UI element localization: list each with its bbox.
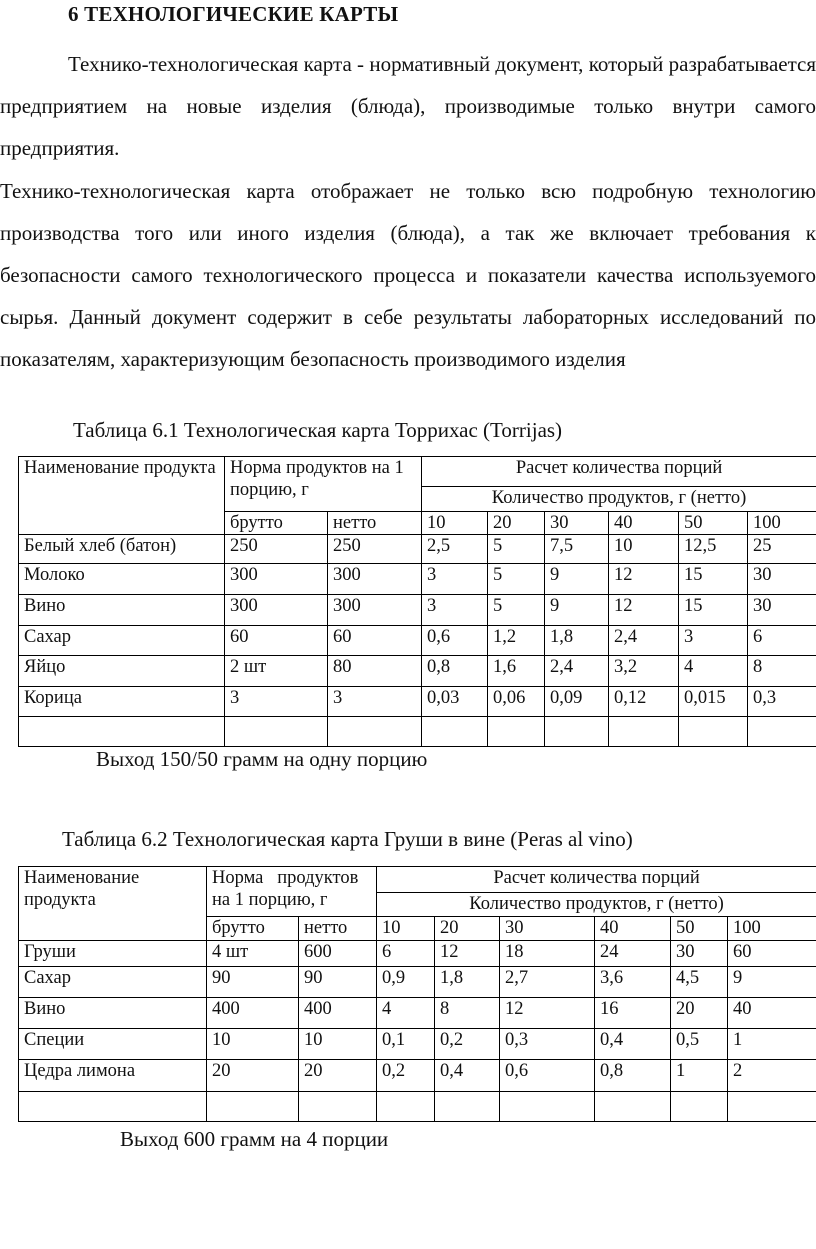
portion-cell: 0,5	[671, 1029, 728, 1060]
portion-cell: 1,8	[545, 626, 609, 656]
portion-cell: 1,6	[488, 656, 545, 687]
header-norm: Норма продуктов на 1 порцию, г	[225, 457, 422, 512]
brutto-cell: 2 шт	[225, 656, 328, 687]
table-row	[19, 656, 816, 687]
portion-cell: 0,6	[500, 1060, 595, 1092]
portion-cell: 15	[679, 595, 748, 626]
header-qty: Количество продуктов, г (нетто)	[422, 487, 816, 512]
portion-cell: 40	[728, 998, 816, 1029]
header-brutto: брутто	[225, 512, 328, 535]
portion-cell: 9	[545, 564, 609, 595]
netto-cell: 90	[299, 967, 377, 998]
product-name: Вино	[19, 595, 225, 626]
portion-cell: 25	[748, 535, 816, 564]
brutto-cell: 400	[207, 998, 299, 1029]
header-calc: Расчет количества порций	[422, 457, 816, 487]
portion-cell: 3,6	[595, 967, 671, 998]
netto-cell: 400	[299, 998, 377, 1029]
portion-cell: 5	[488, 595, 545, 626]
product-name: Корица	[19, 687, 225, 717]
portion-cell: 0,1	[377, 1029, 435, 1060]
netto-cell: 10	[299, 1029, 377, 1060]
brutto-cell: 4 шт	[207, 941, 299, 967]
header-netto: нетто	[328, 512, 422, 535]
portion-cell: 4	[377, 998, 435, 1029]
brutto-cell: 90	[207, 967, 299, 998]
product-name: Сахар	[19, 967, 207, 998]
header-norm: Норма продуктов на 1 порцию, г	[207, 867, 377, 917]
brutto-cell: 20	[207, 1060, 299, 1092]
empty-row	[19, 717, 816, 747]
brutto-cell: 250	[225, 535, 328, 564]
table-row	[19, 1029, 816, 1060]
brutto-cell: 3	[225, 687, 328, 717]
portion-cell: 8	[748, 656, 816, 687]
header-product: Наименование продукта	[19, 457, 225, 535]
portion-cell: 0,6	[422, 626, 488, 656]
portion-cell: 0,3	[748, 687, 816, 717]
table-row	[19, 595, 816, 626]
portion-cell: 0,12	[609, 687, 679, 717]
portion-cell: 30	[671, 941, 728, 967]
brutto-cell: 60	[225, 626, 328, 656]
product-name: Сахар	[19, 626, 225, 656]
header-portion: 50	[679, 512, 748, 535]
brutto-cell: 10	[207, 1029, 299, 1060]
portion-cell: 16	[595, 998, 671, 1029]
portion-cell: 24	[595, 941, 671, 967]
portion-cell: 12	[500, 998, 595, 1029]
header-netto: нетто	[299, 917, 377, 941]
header-portion: 50	[671, 917, 728, 941]
netto-cell: 600	[299, 941, 377, 967]
netto-cell: 300	[328, 564, 422, 595]
portion-cell: 12,5	[679, 535, 748, 564]
table-peras-al-vino	[18, 866, 816, 1122]
portion-cell: 0,2	[377, 1060, 435, 1092]
table-row	[19, 998, 816, 1029]
portion-cell: 2,5	[422, 535, 488, 564]
portion-cell: 3	[422, 564, 488, 595]
header-portion: 100	[748, 512, 816, 535]
portion-cell: 6	[748, 626, 816, 656]
header-portion: 100	[728, 917, 816, 941]
portion-cell: 0,8	[595, 1060, 671, 1092]
portion-cell: 3,2	[609, 656, 679, 687]
product-name: Яйцо	[19, 656, 225, 687]
header-product: Наименование продукта	[19, 867, 207, 941]
portion-cell: 12	[609, 564, 679, 595]
portion-cell: 0,06	[488, 687, 545, 717]
portion-cell: 7,5	[545, 535, 609, 564]
portion-cell: 8	[435, 998, 500, 1029]
portion-cell: 5	[488, 535, 545, 564]
table2-caption: Таблица 6.2 Технологическая карта Груши в вине (Peras al vino)	[62, 827, 633, 851]
portion-cell: 15	[679, 564, 748, 595]
portion-cell: 4	[679, 656, 748, 687]
product-name: Груши	[19, 941, 207, 967]
table-row	[19, 535, 816, 564]
netto-cell: 250	[328, 535, 422, 564]
portion-cell: 9	[728, 967, 816, 998]
netto-cell: 20	[299, 1060, 377, 1092]
netto-cell: 3	[328, 687, 422, 717]
portion-cell: 2,4	[609, 626, 679, 656]
portion-cell: 0,3	[500, 1029, 595, 1060]
header-portion: 40	[609, 512, 679, 535]
product-name: Белый хлеб (батон)	[19, 535, 225, 564]
empty-row	[19, 1092, 816, 1122]
portion-cell: 5	[488, 564, 545, 595]
table-row	[19, 967, 816, 998]
netto-cell: 300	[328, 595, 422, 626]
product-name: Цедра лимона	[19, 1060, 207, 1092]
portion-cell: 60	[728, 941, 816, 967]
portion-cell: 1	[728, 1029, 816, 1060]
header-portion: 40	[595, 917, 671, 941]
header-qty: Количество продуктов, г (нетто)	[377, 893, 816, 917]
header-portion: 30	[545, 512, 609, 535]
portion-cell: 12	[609, 595, 679, 626]
table-row	[19, 941, 816, 967]
portion-cell: 30	[748, 564, 816, 595]
portion-cell: 0,03	[422, 687, 488, 717]
table-row	[19, 687, 816, 717]
product-name: Специи	[19, 1029, 207, 1060]
portion-cell: 2	[728, 1060, 816, 1092]
brutto-cell: 300	[225, 564, 328, 595]
netto-cell: 60	[328, 626, 422, 656]
portion-cell: 6	[377, 941, 435, 967]
table-row	[19, 564, 816, 595]
portion-cell: 0,9	[377, 967, 435, 998]
portion-cell: 0,015	[679, 687, 748, 717]
header-brutto: брутто	[207, 917, 299, 941]
table2-yield: Выход 600 грамм на 4 порции	[120, 1127, 389, 1151]
header-portion: 30	[500, 917, 595, 941]
header-portion: 10	[422, 512, 488, 535]
header-portion: 10	[377, 917, 435, 941]
header-portion: 20	[488, 512, 545, 535]
description-paragraph: Технико-технологическая карта отображает не только всю подробную технологию производства того или иного изделия (блюда), а так же включает требования к безопасности самого технологического процесса и показатели качества используемого сырья. Данный документ содержит в себе результаты лабораторных исследований по показателям, характеризующим безопасность производимого изделия	[0, 179, 816, 371]
brutto-cell: 300	[225, 595, 328, 626]
section-heading: 6 ТЕХНОЛОГИЧЕСКИЕ КАРТЫ	[68, 2, 399, 26]
portion-cell: 20	[671, 998, 728, 1029]
portion-cell: 2,7	[500, 967, 595, 998]
product-name: Вино	[19, 998, 207, 1029]
portion-cell: 18	[500, 941, 595, 967]
portion-cell: 9	[545, 595, 609, 626]
table-torrijas	[18, 456, 816, 747]
netto-cell: 80	[328, 656, 422, 687]
portion-cell: 0,09	[545, 687, 609, 717]
portion-cell: 2,4	[545, 656, 609, 687]
table1-yield: Выход 150/50 грамм на одну порцию	[96, 747, 428, 771]
header-portion: 20	[435, 917, 500, 941]
portion-cell: 10	[609, 535, 679, 564]
intro-paragraph: Технико-технологическая карта - нормативный документ, который разрабатывается предприятием на новые изделия (блюда), производимые только внутри самого предприятия.	[0, 52, 816, 160]
table-row	[19, 1060, 816, 1092]
portion-cell: 30	[748, 595, 816, 626]
portion-cell: 0,8	[422, 656, 488, 687]
portion-cell: 1,2	[488, 626, 545, 656]
portion-cell: 3	[422, 595, 488, 626]
portion-cell: 1,8	[435, 967, 500, 998]
portion-cell: 1	[671, 1060, 728, 1092]
product-name: Молоко	[19, 564, 225, 595]
table-row	[19, 626, 816, 656]
portion-cell: 0,4	[595, 1029, 671, 1060]
portion-cell: 3	[679, 626, 748, 656]
portion-cell: 4,5	[671, 967, 728, 998]
header-calc: Расчет количества порций	[377, 867, 816, 893]
portion-cell: 12	[435, 941, 500, 967]
table1-caption: Таблица 6.1 Технологическая карта Торрихас (Torrijas)	[73, 418, 563, 442]
portion-cell: 0,4	[435, 1060, 500, 1092]
portion-cell: 0,2	[435, 1029, 500, 1060]
